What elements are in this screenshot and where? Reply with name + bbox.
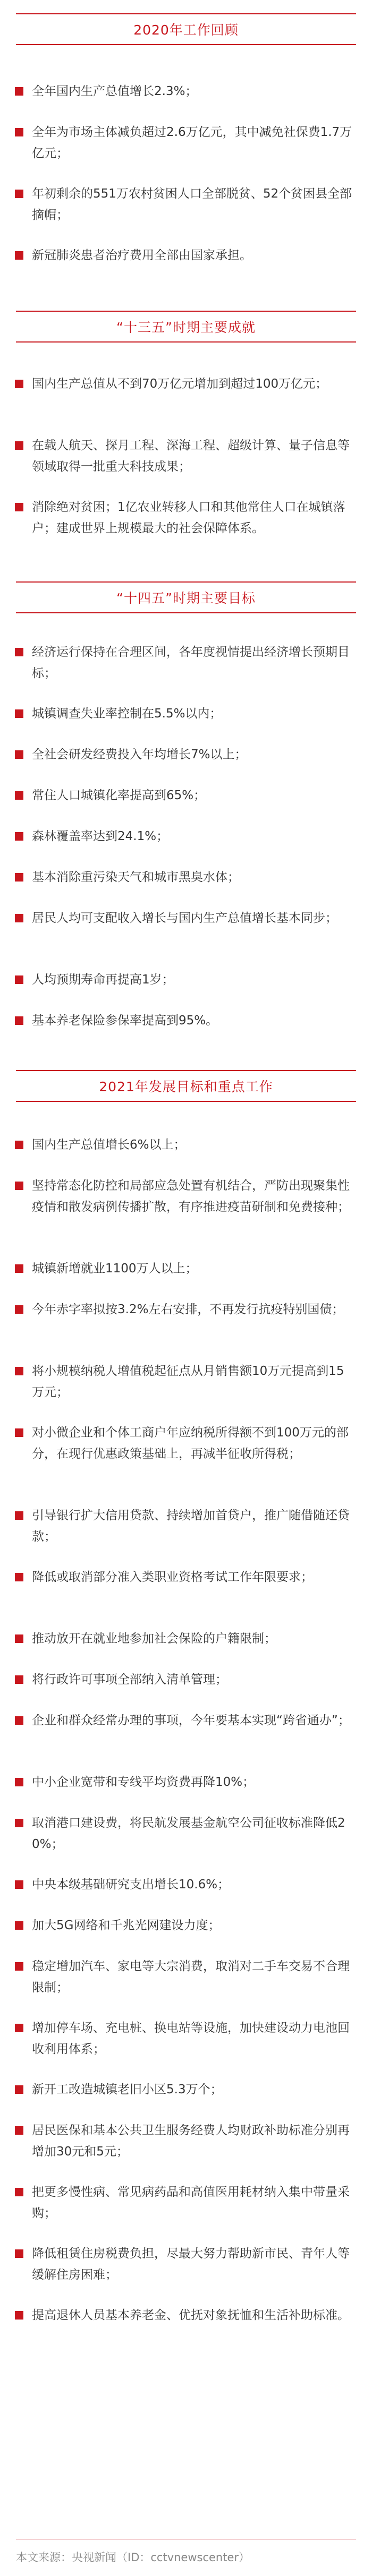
list-item: 居民人均可支配收入增长与国内生产总值增长基本同步；	[15, 908, 355, 929]
list-item: 新开工改造城镇老旧小区5.3万个；	[15, 2079, 355, 2100]
list-item: 经济运行保持在合理区间，各年度视情提出经济增长预期目标；	[15, 641, 355, 684]
list-item: 加大5G网络和千兆光网建设力度；	[15, 1915, 355, 1936]
bullet-icon	[15, 1778, 23, 1786]
list-item: 将行政许可事项全部纳入清单管理；	[15, 1669, 355, 1690]
bullet-icon	[15, 2249, 23, 2258]
bullet-icon	[15, 251, 23, 260]
list-item: 今年赤字率拟按3.2%左右安排，不再发行抗疫特别国债；	[15, 1299, 355, 1320]
title-divider-bottom	[16, 1101, 356, 1102]
title-divider-bottom	[16, 44, 356, 45]
bullet-icon	[15, 1921, 23, 1930]
bullet-icon	[15, 1016, 23, 1025]
list-item: 年初剩余的551万农村贫困人口全部脱贫、52个贫困县全部摘帽；	[15, 183, 355, 226]
bullet-icon	[15, 441, 23, 450]
list-item: 居民医保和基本公共卫生服务经费人均财政补助标准分别再增加30元和5元；	[15, 2120, 355, 2162]
bullet-icon	[15, 1819, 23, 1827]
bullet-icon	[15, 1573, 23, 1581]
section-title-2021-goals	[0, 1070, 372, 1102]
list-item: 国内生产总值从不到70万亿元增加到超过100万亿元；	[15, 373, 355, 395]
source-credit: 本文来源：央视新闻（ID：cctvnewscenter）	[16, 2551, 250, 2564]
list-item: 城镇调查失业率控制在5.5%以内；	[15, 703, 355, 724]
list-item: 推动放开在就业地参加社会保险的户籍限制；	[15, 1628, 355, 1649]
bullet-icon	[15, 832, 23, 841]
bullet-icon	[15, 1962, 23, 1971]
title-divider-bottom	[16, 341, 356, 343]
bullet-icon	[15, 2311, 23, 2320]
bullet-icon	[15, 1634, 23, 1643]
section-title-text: 2021年发展目标和重点工作	[99, 1079, 273, 1094]
bullet-icon	[15, 1264, 23, 1273]
bullet-icon	[15, 791, 23, 800]
bullet-icon	[15, 1428, 23, 1437]
section-title-2020-review	[0, 13, 372, 45]
bullet-icon	[15, 1141, 23, 1149]
bullet-icon	[15, 873, 23, 882]
list-item: 新冠肺炎患者治疗费用全部由国家承担。	[15, 245, 355, 266]
bullet-icon	[15, 1305, 23, 1314]
bullet-icon	[15, 128, 23, 136]
bullet-icon	[15, 975, 23, 984]
bullet-icon	[15, 1182, 23, 1190]
section-title-13th-five-year-achievements	[0, 311, 372, 343]
bullet-icon	[15, 1511, 23, 1520]
bullet-icon	[15, 750, 23, 759]
bullet-icon	[15, 1716, 23, 1725]
bullet-icon	[15, 648, 23, 656]
list-item: 企业和群众经常办理的事项，今年要基本实现“跨省通办”；	[15, 1710, 355, 1731]
list-item: 取消港口建设费，将民航发展基金航空公司征收标准降低20%；	[15, 1812, 355, 1855]
bullet-icon	[15, 2024, 23, 2032]
bullet-icon	[15, 380, 23, 388]
list-item: 消除绝对贫困；1亿农业转移人口和其他常住人口在城镇落户；建成世界上规模最大的社会保障体系。	[15, 497, 355, 539]
list-item: 森林覆盖率达到24.1%；	[15, 826, 355, 847]
list-item: 中小企业宽带和专线平均资费再降10%；	[15, 1771, 355, 1793]
bullet-icon	[15, 709, 23, 718]
list-item: 国内生产总值增长6%以上；	[15, 1134, 355, 1156]
list-item: 提高退休人员基本养老金、优抚对象抚恤和生活补助标准。	[15, 2305, 355, 2326]
bullet-icon	[15, 2188, 23, 2196]
list-item: 全社会研发经费投入年均增长7%以上；	[15, 744, 355, 765]
bullet-icon	[15, 190, 23, 198]
bullet-icon	[15, 914, 23, 922]
section-title-text: “十四五”时期主要目标	[116, 590, 256, 606]
list-item: 全年国内生产总值增长2.3%；	[15, 81, 355, 102]
bullet-icon	[15, 87, 23, 96]
list-item: 全年为市场主体减负超过2.6万亿元，其中减免社保费1.7万亿元；	[15, 122, 355, 164]
list-item: 将小规模纳税人增值税起征点从月销售额10万元提高到15万元；	[15, 1360, 355, 1403]
bullet-icon	[15, 2126, 23, 2135]
list-item: 引导银行扩大信用贷款、持续增加首贷户，推广随借随还贷款；	[15, 1505, 355, 1547]
bullet-icon	[15, 1367, 23, 1375]
list-item: 在载人航天、探月工程、深海工程、超级计算、量子信息等领域取得一批重大科技成果；	[15, 435, 355, 477]
list-item: 坚持常态化防控和局部应急处置有机结合，严防出现聚集性疫情和散发病例传播扩散，有序推进疫苗研制和免费接种；	[15, 1175, 355, 1218]
section-title-14th-five-year-goals	[0, 581, 372, 613]
bullet-icon	[15, 1880, 23, 1889]
list-item: 降低租赁住房税费负担，尽最大努力帮助新市民、青年人等缓解住房困难；	[15, 2243, 355, 2286]
list-item: 对小微企业和个体工商户年应纳税所得额不到100万元的部分，在现行优惠政策基础上，再减半征收所得税；	[15, 1422, 355, 1465]
list-item: 常住人口城镇化率提高到65%；	[15, 785, 355, 806]
bullet-icon	[15, 2085, 23, 2094]
section-title-text: 2020年工作回顾	[133, 22, 239, 38]
list-item: 稳定增加汽车、家电等大宗消费，取消对二手车交易不合理限制；	[15, 1956, 355, 1998]
list-item: 降低或取消部分准入类职业资格考试工作年限要求；	[15, 1567, 355, 1588]
bullet-icon	[15, 1675, 23, 1684]
list-item: 把更多慢性病、常见病药品和高值医用耗材纳入集中带量采购；	[15, 2181, 355, 2224]
list-item: 基本消除重污染天气和城市黑臭水体；	[15, 867, 355, 888]
list-item: 基本养老保险参保率提高到95%。	[15, 1010, 355, 1031]
bullet-icon	[15, 503, 23, 511]
list-item: 人均预期寿命再提高1岁；	[15, 969, 355, 990]
list-item: 城镇新增就业1100万人以上；	[15, 1258, 355, 1279]
list-item: 增加停车场、充电桩、换电站等设施，加快建设动力电池回收利用体系；	[15, 2017, 355, 2060]
section-title-text: “十三五”时期主要成就	[116, 320, 256, 335]
list-item: 中央本级基础研究支出增长10.6%；	[15, 1874, 355, 1895]
title-divider-bottom	[16, 612, 356, 613]
